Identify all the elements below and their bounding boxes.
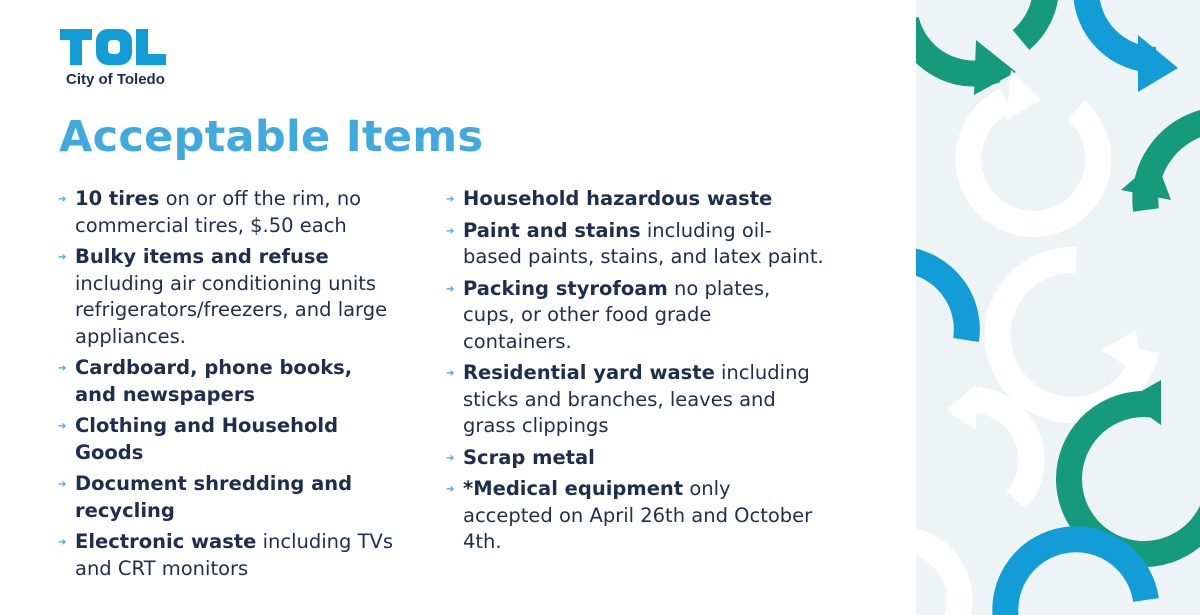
item-heading: Bulky items and refuse: [75, 245, 329, 268]
item-heading: Packing styrofoam: [463, 276, 668, 300]
page-title: Acceptable Items: [59, 112, 484, 162]
item-heading: Clothing and Household Goods: [75, 414, 339, 464]
recycle-arrow-icon: [916, 0, 1200, 615]
item-description: on or off the rim, no commercial tires, $.50 each: [75, 187, 362, 237]
arrow-bullet-icon: ➔: [58, 537, 67, 548]
arrow-bullet-icon: ➔: [58, 421, 67, 432]
list-item: [58, 413, 398, 466]
arrow-bullet-icon: ➔: [446, 452, 455, 464]
arrow-bullet-icon: ➔: [446, 283, 455, 295]
list-item: [58, 355, 398, 408]
arrow-bullet-icon: ➔: [58, 252, 67, 263]
item-heading: 10 tires: [75, 187, 160, 210]
list-item: [446, 476, 826, 556]
item-heading: Paint and stains: [463, 218, 641, 242]
list-item: [446, 360, 826, 440]
list-item: [58, 529, 398, 582]
list-item: [58, 471, 398, 524]
arrow-bullet-icon: ➔: [446, 484, 455, 495]
item-description: including air conditioning units refrigerators/freezers, and large appliances.: [75, 271, 388, 348]
list-item: [58, 244, 398, 350]
item-description: no plates, cups, or other food grade containers.: [463, 276, 771, 353]
list-item: [58, 186, 398, 239]
list-item: [446, 186, 826, 213]
arrow-bullet-icon: ➔: [446, 225, 455, 237]
tol-logo-mark: [60, 27, 170, 69]
item-description: including sticks and branches, leaves and grass clippings: [463, 361, 810, 437]
arrow-bullet-icon: ➔: [58, 479, 67, 490]
list-item: [446, 445, 826, 472]
acceptable-items-list-left: [58, 186, 398, 587]
decorative-recycle-pattern: [916, 0, 1200, 615]
list-item: [446, 218, 826, 271]
city-logo: [60, 27, 170, 89]
item-heading: Residential yard waste: [463, 361, 715, 384]
item-heading: Scrap metal: [463, 445, 595, 469]
acceptable-items-list-right: [446, 186, 826, 561]
item-description: including TVs and CRT monitors: [75, 530, 393, 580]
item-description: only accepted on April 26th and October 4th.: [463, 477, 813, 553]
arrow-bullet-icon: ➔: [446, 194, 455, 205]
item-heading: Cardboard, phone books, and newspapers: [75, 356, 353, 406]
logo-subtitle: City of Toledo: [66, 71, 165, 88]
item-heading: *Medical equipment: [463, 477, 684, 500]
arrow-bullet-icon: ➔: [58, 194, 67, 205]
item-heading: Document shredding and recycling: [75, 472, 353, 522]
arrow-bullet-icon: ➔: [58, 363, 67, 374]
item-description: including oil-based paints, stains, and latex paint.: [463, 218, 824, 268]
item-heading: Household hazardous waste: [463, 187, 773, 210]
list-item: [446, 276, 826, 356]
item-heading: Electronic waste: [75, 530, 257, 553]
arrow-bullet-icon: ➔: [446, 368, 455, 379]
